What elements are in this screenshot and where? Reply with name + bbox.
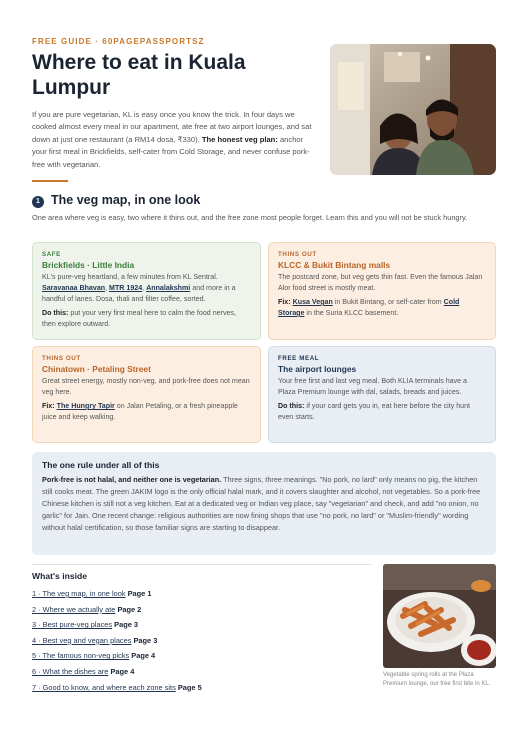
card-body: KL's pure-veg heartland, a few minutes from KL Sentral. — [42, 273, 218, 281]
link-cold-storage[interactable]: Cold Storage — [278, 298, 460, 317]
fix-label: Fix: — [278, 298, 291, 306]
card-name: The airport lounges — [278, 364, 357, 374]
rule-body: Three signs, three meanings. "No pork, no lard" only means no pig, the kitchen still cooks meat. The green JAKIM logo is the only official halal mark, and it covers slaughter and alcohol, not vegetables. So a pork-free Chinese kitchen is still not a veg kitchen. Eat at a dedicated veg or Indian veg place, say "vegetarian" and check, and add "no onion, no garlic" for Jain. One recent change: religious authorities are now fining shops that use "no pork, no lard" or "Muslim-friendly" wording without halal certification, so those familiar signs are starting to disappear. — [42, 475, 481, 532]
card-name: Chinatown · Petaling Street — [42, 364, 151, 374]
section-subtitle: One area where veg is easy, two where it thins out, and the free zone most people forget. Learn this and you will not be stuck hungry. — [32, 213, 468, 222]
toc-link[interactable]: 7 · Good to know, and where each zone sits — [32, 682, 176, 692]
card-text: The postcard zone, but veg gets thin fast. Even the famous Jalan Alor food street is mostly meat. — [278, 273, 483, 292]
toc-page: Page 3 — [133, 635, 158, 645]
intro-paragraph — [32, 109, 320, 171]
link-kusa-vegan[interactable]: Kusa Vegan — [292, 298, 333, 306]
toc-item[interactable] — [32, 680, 352, 696]
toc-item[interactable] — [32, 617, 352, 633]
tip-label: Do this: — [278, 402, 305, 410]
card-text — [42, 272, 251, 305]
tip-text: put your very first meal here to calm the food nerves, then explore outward. — [42, 309, 236, 328]
section-number-badge: 1 — [32, 196, 44, 208]
toc-page: Page 3 — [114, 620, 139, 630]
toc-item[interactable] — [32, 602, 352, 618]
card-chinatown — [32, 346, 261, 443]
link-saravanaa-bhavan[interactable]: Saravanaa Bhavan — [42, 284, 106, 292]
rule-text — [42, 474, 486, 534]
guide-kicker: FREE GUIDE · 60PAGEPASSPORTSZ — [32, 37, 205, 46]
table-of-contents — [32, 586, 352, 695]
card-tag: FREE MEAL — [278, 355, 320, 362]
card-fix — [42, 401, 251, 423]
toc-page: Page 4 — [110, 666, 135, 676]
card-airport-lounges — [268, 346, 496, 443]
link-hungry-tapir[interactable]: The Hungry Tapir — [56, 402, 115, 410]
rule-callout — [32, 452, 496, 555]
card-name: KLCC & Bukit Bintang malls — [278, 260, 391, 270]
link-annalakshmi[interactable]: Annalakshmi — [146, 284, 191, 292]
intro-bold: The honest veg plan: — [201, 134, 278, 144]
card-fix — [278, 297, 486, 319]
fix-end: on Jalan Petaling, or a fresh pineapple juice and keep walking. — [42, 402, 238, 421]
fix-end: in the Suria KLCC basement. — [304, 309, 399, 317]
spring-rolls-photo — [383, 564, 496, 668]
fix-text: in Bukit Bintang, or self-cater from — [332, 298, 444, 306]
couple-photo — [330, 44, 496, 175]
rule-title: The one rule under all of this — [42, 460, 160, 470]
toc-title: What's inside — [32, 571, 88, 581]
toc-page: Page 2 — [117, 604, 142, 614]
toc-item[interactable] — [32, 633, 352, 649]
toc-link[interactable]: 2 · Where we actually ate — [32, 604, 116, 614]
card-klcc — [268, 242, 496, 340]
rule-bold: Pork-free is not halal, and neither one is vegetarian. — [42, 475, 222, 484]
intro-text: If you are pure vegetarian, KL is easy once you know the trick. In four days we cooked almost every meal in our apartment, ate free at two airport lounges, and sat down at just one restaurant (a RM14 dosa, ₹330). — [32, 110, 312, 144]
toc-item[interactable] — [32, 586, 352, 602]
photo-caption: Vegetable spring rolls at the Plaza Premium lounge, our free first bite in KL. — [383, 672, 491, 687]
accent-rule — [32, 180, 68, 182]
card-brickfields — [32, 242, 261, 340]
card-tag: THINS OUT — [42, 355, 81, 362]
toc-link[interactable]: 1 · The veg map, in one look — [32, 589, 126, 598]
link-mtr-1924[interactable]: MTR 1924 — [109, 284, 143, 292]
toc-item[interactable] — [32, 648, 352, 664]
toc-link[interactable]: 6 · What the dishes are — [32, 666, 109, 676]
card-name: Brickfields · Little India — [42, 260, 135, 270]
card-text: Great street energy, mostly non-veg, and pork-free does not mean veg here. — [42, 377, 250, 396]
toc-item[interactable] — [32, 664, 352, 680]
sep: , — [142, 284, 147, 292]
toc-page: Page 1 — [127, 589, 152, 598]
card-tag: SAFE — [42, 251, 61, 258]
toc-link[interactable]: 5 · The famous non-veg picks — [32, 651, 130, 661]
toc-link[interactable]: 3 · Best pure-veg places — [32, 620, 113, 630]
toc-link[interactable]: 4 · Best veg and vegan places — [32, 635, 132, 645]
intro-rest: anchor your first meal in Brickfields, self-cater from Cold Storage, and never confuse pork-free with vegetarian. — [32, 134, 310, 169]
toc-page: Page 4 — [131, 651, 156, 661]
divider — [32, 564, 372, 565]
card-tip — [42, 308, 251, 330]
card-body-rest: and more in a handful of lanes. Dosa, thali and filter coffee, sorted. — [42, 284, 236, 303]
sep: , — [105, 284, 110, 292]
fix-label: Fix: — [42, 402, 55, 410]
card-tip — [278, 401, 486, 423]
page-title: Where to eat in Kuala Lumpur — [32, 51, 246, 99]
card-tag: THINS OUT — [278, 251, 317, 258]
tip-text: if your card gets you in, eat here before the city hunt even starts. — [278, 402, 471, 421]
card-text: Your free first and last veg meal. Both KLIA terminals have a Plaza Premium lounge with dal, salads, breads and juices. — [278, 377, 468, 396]
toc-page: Page 5 — [177, 682, 202, 692]
tip-label: Do this: — [42, 309, 69, 317]
section-title: The veg map, in one look — [51, 193, 201, 207]
